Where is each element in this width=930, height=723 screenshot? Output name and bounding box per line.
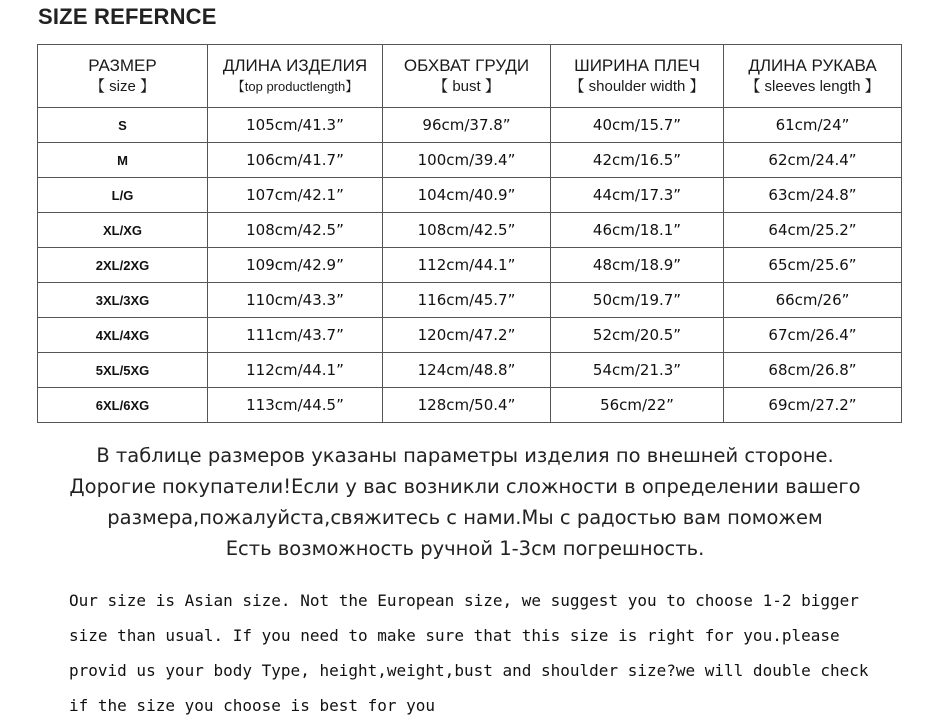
sleeve-cell: 61cm/24” [724, 108, 902, 143]
sleeve-cell: 62cm/24.4” [724, 143, 902, 178]
bust-cell: 124cm/48.8” [383, 353, 551, 388]
length-cell: 109cm/42.9” [208, 248, 383, 283]
size-cell: S [38, 108, 208, 143]
header-size [38, 45, 208, 108]
header-bust-ru: ОБХВАТ ГРУДИ [403, 56, 530, 75]
shoulder-cell: 56cm/22” [551, 388, 724, 423]
size-cell: 4XL/4XG [38, 318, 208, 353]
table-header-row [38, 45, 902, 108]
shoulder-cell: 54cm/21.3” [551, 353, 724, 388]
russian-notice-line: Есть возможность ручной 1-3см погрешность. [225, 537, 705, 560]
russian-notice-line: размера,пожалуйста,свяжитесь с нами.Мы с радостью вам поможем [107, 506, 823, 529]
length-cell: 111cm/43.7” [208, 318, 383, 353]
sleeve-cell: 67cm/26.4” [724, 318, 902, 353]
table-row [38, 143, 902, 178]
size-cell: 5XL/5XG [38, 353, 208, 388]
header-sleeve-en: 【 sleeves length 】 [745, 78, 880, 95]
russian-notice-line: Дорогие покупатели!Если у вас возникли сложности в определении вашего [69, 475, 861, 498]
header-length-ru: ДЛИНА ИЗДЕЛИЯ [222, 56, 368, 75]
sleeve-cell: 64cm/25.2” [724, 213, 902, 248]
shoulder-cell: 44cm/17.3” [551, 178, 724, 213]
length-cell: 105cm/41.3” [208, 108, 383, 143]
table-row [38, 318, 902, 353]
bust-cell: 120cm/47.2” [383, 318, 551, 353]
size-cell: XL/XG [38, 213, 208, 248]
header-shoulder [551, 45, 724, 108]
table-row [38, 213, 902, 248]
length-cell: 113cm/44.5” [208, 388, 383, 423]
size-cell: L/G [38, 178, 208, 213]
length-cell: 107cm/42.1” [208, 178, 383, 213]
russian-notice [0, 440, 930, 564]
table-row [38, 248, 902, 283]
table-row [38, 353, 902, 388]
size-table [37, 44, 902, 423]
bust-cell: 100cm/39.4” [383, 143, 551, 178]
shoulder-cell: 52cm/20.5” [551, 318, 724, 353]
bust-cell: 112cm/44.1” [383, 248, 551, 283]
header-shoulder-en: 【 shoulder width 】 [569, 78, 705, 95]
sleeve-cell: 68cm/26.8” [724, 353, 902, 388]
english-notice-line: Our size is Asian size. Not the European size, we suggest you to choose 1-2 bigger [69, 591, 859, 610]
size-cell: 3XL/3XG [38, 283, 208, 318]
bust-cell: 128cm/50.4” [383, 388, 551, 423]
header-size-en: 【 size 】 [89, 78, 155, 95]
length-cell: 106cm/41.7” [208, 143, 383, 178]
length-cell: 108cm/42.5” [208, 213, 383, 248]
header-bust-en: 【 bust 】 [433, 78, 500, 95]
english-notice-line: size than usual. If you need to make sure that this size is right for you.please [69, 626, 840, 645]
table-row [38, 388, 902, 423]
header-bust [383, 45, 551, 108]
length-cell: 112cm/44.1” [208, 353, 383, 388]
russian-notice-line: В таблице размеров указаны параметры изделия по внешней стороне. [96, 444, 834, 467]
sleeve-cell: 69cm/27.2” [724, 388, 902, 423]
shoulder-cell: 40cm/15.7” [551, 108, 724, 143]
shoulder-cell: 46cm/18.1” [551, 213, 724, 248]
table-row [38, 108, 902, 143]
english-notice [69, 583, 919, 723]
bust-cell: 116cm/45.7” [383, 283, 551, 318]
header-length [208, 45, 383, 108]
size-cell: 6XL/6XG [38, 388, 208, 423]
header-size-ru: РАЗМЕР [88, 56, 157, 75]
table-row [38, 283, 902, 318]
size-cell: M [38, 143, 208, 178]
sleeve-cell: 65cm/25.6” [724, 248, 902, 283]
header-sleeve-ru: ДЛИНА РУКАВА [748, 56, 877, 75]
bust-cell: 104cm/40.9” [383, 178, 551, 213]
header-length-en: 【top productlength】 [231, 79, 359, 94]
english-notice-line: if the size you choose is best for you [69, 696, 436, 715]
size-cell: 2XL/2XG [38, 248, 208, 283]
sleeve-cell: 66cm/26” [724, 283, 902, 318]
table-row [38, 178, 902, 213]
bust-cell: 108cm/42.5” [383, 213, 551, 248]
shoulder-cell: 48cm/18.9” [551, 248, 724, 283]
sleeve-cell: 63cm/24.8” [724, 178, 902, 213]
shoulder-cell: 42cm/16.5” [551, 143, 724, 178]
length-cell: 110cm/43.3” [208, 283, 383, 318]
header-shoulder-ru: ШИРИНА ПЛЕЧ [574, 56, 700, 75]
shoulder-cell: 50cm/19.7” [551, 283, 724, 318]
bust-cell: 96cm/37.8” [383, 108, 551, 143]
header-sleeve [724, 45, 902, 108]
english-notice-line: provid us your body Type, height,weight,bust and shoulder size?we will double check [69, 661, 869, 680]
page-title: SIZE REFERNCE [38, 4, 217, 29]
